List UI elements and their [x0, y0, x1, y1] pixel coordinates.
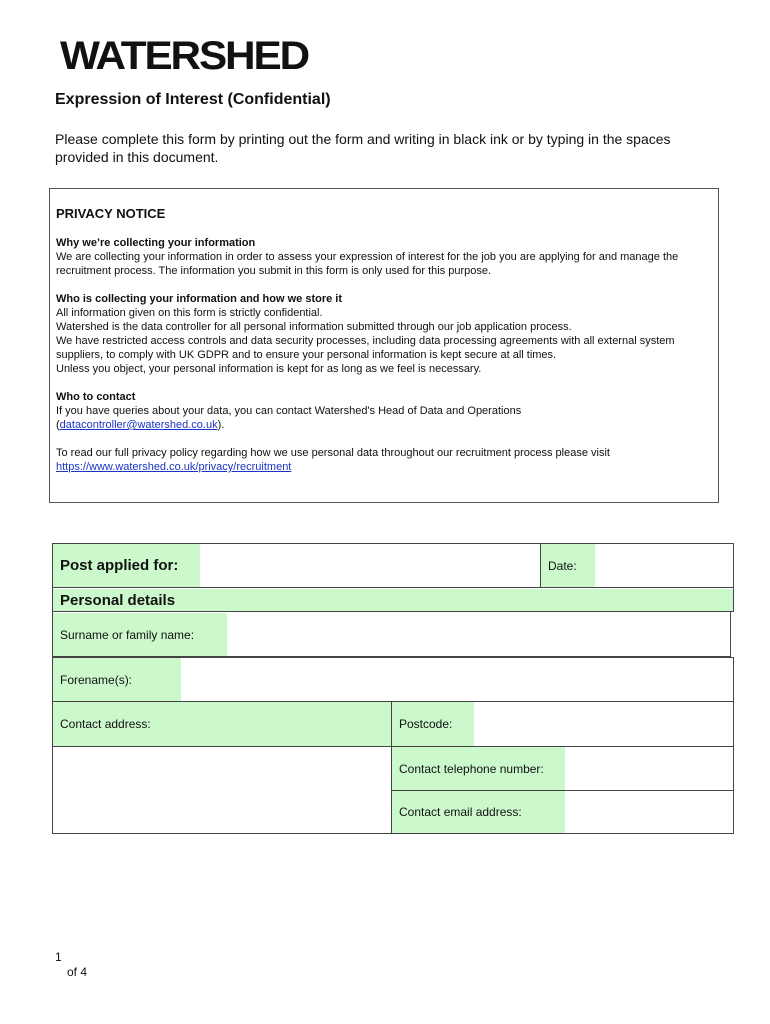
section-heading: Who is collecting your information and how we store it: [56, 293, 343, 305]
date-label: Date:: [541, 544, 595, 587]
privacy-section-contact: [56, 390, 712, 432]
privacy-section-why: [56, 236, 712, 278]
intro-text: Please complete this form by printing out the form and writing in black ink or by typing in the spaces provided in this document.: [55, 131, 671, 165]
section-text: All information given on this form is strictly confidential.: [56, 307, 323, 319]
watershed-logo: [60, 36, 310, 77]
phone-input[interactable]: [565, 747, 733, 790]
open-paren: (: [56, 419, 60, 431]
address-input[interactable]: [53, 747, 391, 833]
privacy-title: PRIVACY NOTICE: [56, 206, 166, 221]
page-number: [55, 950, 87, 980]
post-applied-label: Post applied for:: [53, 544, 200, 587]
surname-input[interactable]: [227, 613, 730, 656]
forenames-input[interactable]: [181, 658, 733, 701]
section-text: Unless you object, your personal information is kept for as long as we feel is necessary.: [56, 363, 482, 375]
postcode-label: Postcode:: [392, 702, 474, 746]
postcode-input[interactable]: [474, 702, 733, 746]
logo-wordmark: WATERSHED: [60, 36, 310, 72]
email-label: Contact email address:: [392, 791, 565, 833]
section-heading: Why we’re collecting your information: [56, 237, 256, 249]
email-input[interactable]: [565, 791, 733, 833]
forenames-label: Forename(s):: [53, 658, 181, 701]
privacy-section-who: [56, 292, 712, 376]
policy-text: To read our full privacy policy regarding how we use personal data throughout our recruitment process please visit: [56, 447, 610, 459]
section-text: We are collecting your information in order to assess your expression of interest for the job you are applying for and manage the recruitment process. The information you submit in this form is only used for this purpose.: [56, 251, 679, 277]
privacy-policy-link[interactable]: https://www.watershed.co.uk/privacy/recruitment: [56, 461, 292, 473]
section-text: If you have queries about your data, you can contact Watershed's Head of Data and Operations: [56, 405, 522, 417]
section-text: Watershed is the data controller for all personal information submitted through our job application process.: [56, 321, 572, 333]
personal-details-header: Personal details: [53, 589, 733, 611]
phone-label: Contact telephone number:: [392, 747, 565, 790]
section-text: We have restricted access controls and data security processes, including data processing agreements with all external system suppliers, to comply with UK GDPR and to ensure your personal information is kept secure at all times.: [56, 335, 675, 361]
address-label: Contact address:: [53, 702, 391, 746]
privacy-notice: [49, 188, 719, 503]
surname-label: Surname or family name:: [53, 613, 227, 656]
privacy-policy: [56, 446, 712, 474]
close-paren: ).: [217, 419, 225, 431]
data-controller-email-link[interactable]: datacontroller@watershed.co.uk: [59, 419, 218, 431]
contact-email-line: [56, 418, 712, 432]
page-title: Expression of Interest (Confidential): [55, 91, 331, 108]
page-total: of 4: [67, 965, 88, 979]
page-current: 1: [55, 950, 62, 964]
section-heading: Who to contact: [56, 391, 136, 403]
date-input[interactable]: [595, 544, 733, 587]
post-applied-input[interactable]: [200, 544, 540, 587]
